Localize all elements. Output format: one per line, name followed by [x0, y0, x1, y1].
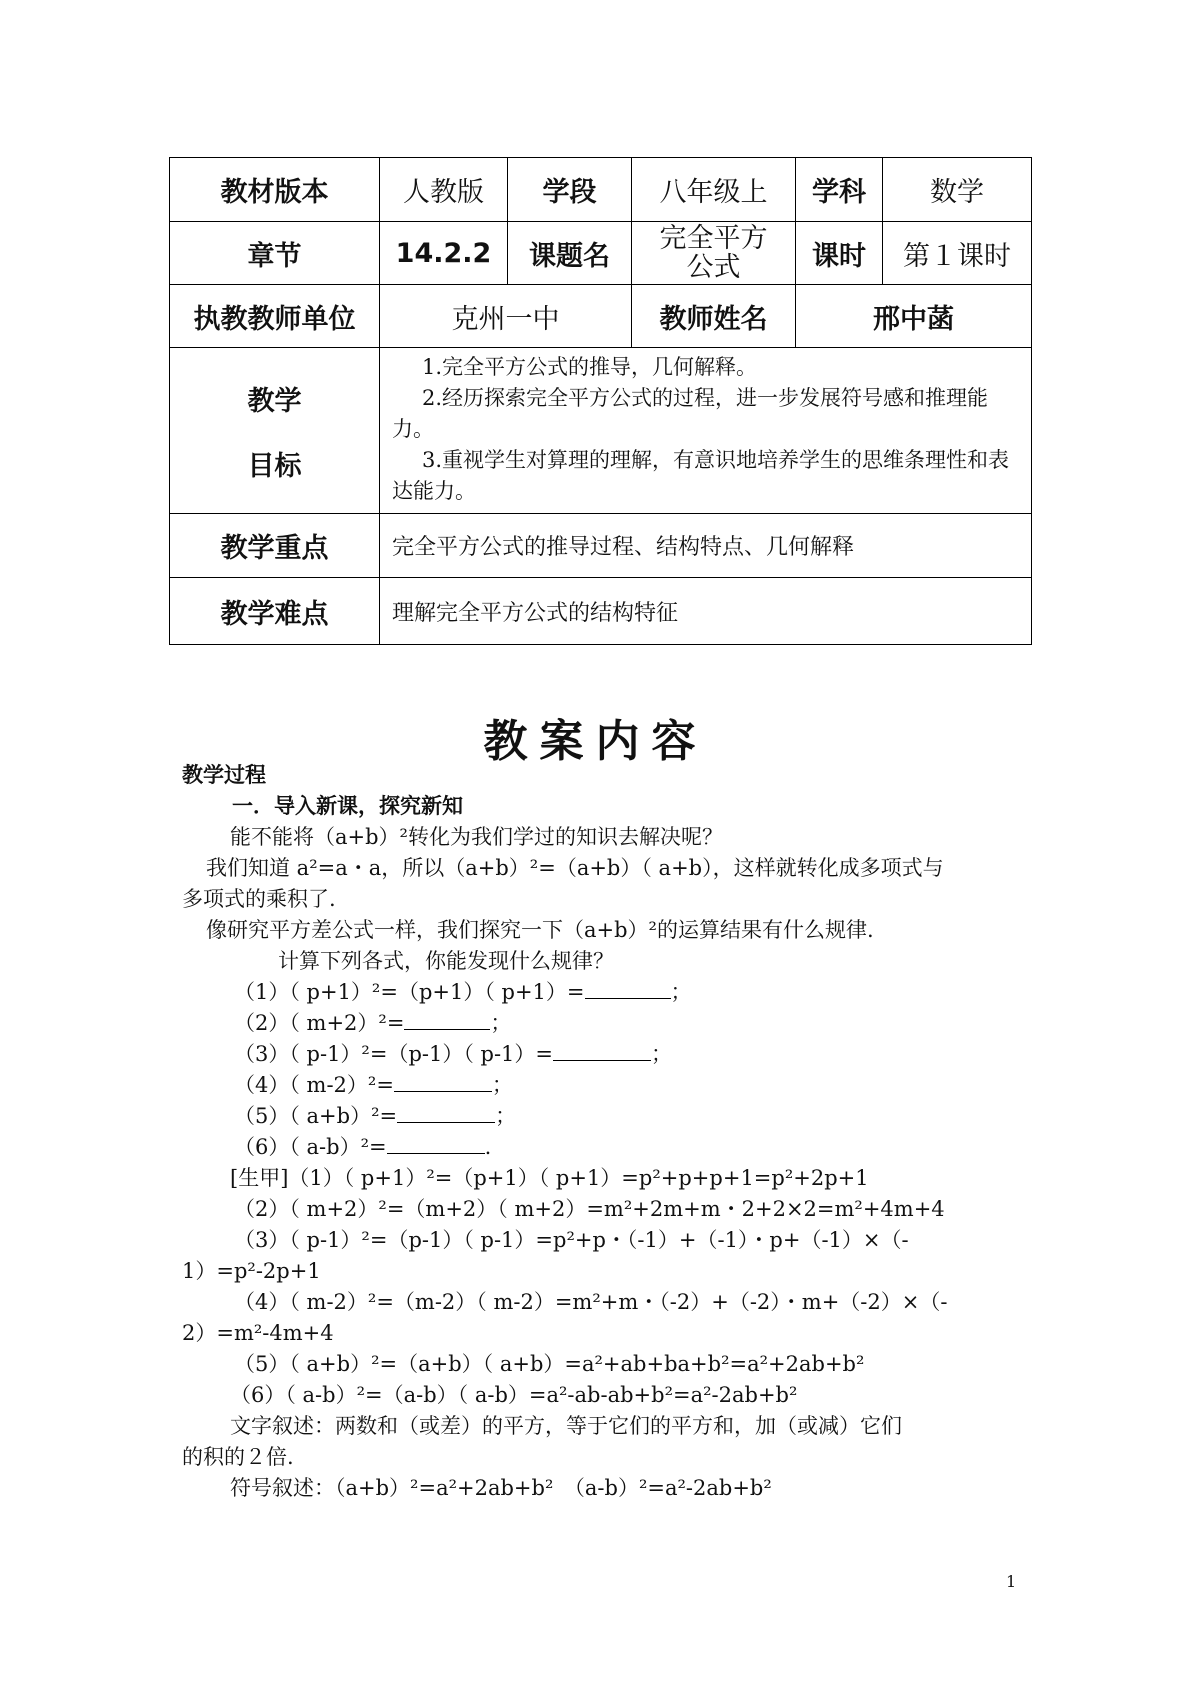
paragraph-line: 多项式的乘积了.	[182, 887, 336, 911]
value-chapter: 14.2.2	[380, 222, 508, 285]
label-difficulties: 教学难点	[170, 578, 380, 645]
goal-label-line-1: 教学	[247, 385, 302, 417]
label-textbook-version: 教材版本	[170, 158, 380, 222]
goal-item: 3.重视学生对算理的理解，有意识地培养学生的思维条理性和表达能力。	[392, 448, 1010, 503]
label-chapter: 章节	[170, 222, 380, 285]
label-key-points: 教学重点	[170, 514, 380, 578]
goal-item: 2.经历探索完全平方公式的过程，进一步发展符号感和推理能力。	[392, 386, 989, 441]
section-heading: 教学过程	[182, 763, 266, 787]
verbal-statement: 的积的２倍.	[182, 1445, 294, 1469]
exercise-4: （4）（ m-2）²= ；	[234, 1073, 513, 1097]
solution-line: （5）（ a+b）²=（a+b）（ a+b）=a²+ab+ba+b²=a²+2ab+b²	[234, 1352, 865, 1376]
solution-line: 1）=p²-2p+1	[182, 1259, 321, 1283]
solution-line: 2）=m²-4m+4	[182, 1321, 334, 1345]
goal-item: 1.完全平方公式的推导，几何解释。	[422, 355, 758, 379]
label-teacher-name: 教师姓名	[632, 285, 796, 348]
paragraph-line: 计算下列各式，你能发现什么规律？	[278, 949, 614, 973]
question-line: 能不能将（a+b）²转化为我们学过的知识去解决呢？	[230, 825, 723, 849]
value-period: 第１课时	[883, 222, 1032, 285]
value-difficulties: 理解完全平方公式的结构特征	[380, 578, 1032, 645]
label-lesson-title: 课题名	[508, 222, 632, 285]
solution-line: [生甲]（1）（ p+1）²=（p+1）（ p+1）=p²+p+p+1=p²+2p+1	[230, 1166, 869, 1190]
verbal-statement: 文字叙述：两数和（或差）的平方，等于它们的平方和，加（或减）它们	[230, 1414, 902, 1438]
value-stage: 八年级上	[632, 158, 796, 222]
solution-line: （2）（ m+2）²=（m+2）（ m+2）=m²+2m+m・2+2×2=m²+4m+4	[234, 1197, 945, 1221]
label-teacher-unit: 执教教师单位	[170, 285, 380, 348]
solution-line: （4）（ m-2）²=（m-2）（ m-2）=m²+m・（-2）+（-2）・m+（-2）×（-	[234, 1290, 948, 1314]
page-title: 教案内容	[483, 716, 708, 767]
goal-label-line-2: 目标	[247, 450, 302, 482]
value-textbook-version: 人教版	[380, 158, 508, 222]
value-lesson-title: 完全平方公式	[632, 222, 796, 285]
paragraph-line: 我们知道 a²=a・a，所以（a+b）²=（a+b）（ a+b），这样就转化成多项式与	[206, 856, 944, 880]
value-teacher-unit: 克州一中	[380, 285, 632, 348]
subsection-heading: 一．导入新课，探究新知	[232, 794, 463, 818]
exercise-6: （6）（ a-b）²= .	[234, 1135, 492, 1159]
value-teacher-name: 邢中菡	[796, 285, 1032, 348]
exercise-3: （3）（ p-1）²=（p-1）（ p-1）= ；	[234, 1042, 673, 1066]
teaching-goals	[380, 348, 1032, 514]
exercise-2: （2）（ m+2）²= ；	[234, 1011, 512, 1035]
exercise-1: （1）（ p+1）²=（p+1）（ p+1）= ；	[234, 980, 692, 1004]
solution-line: （3）（ p-1）²=（p-1）（ p-1）=p²+p・（-1）+（-1）・p+（-1）×（-	[234, 1228, 909, 1252]
label-period: 课时	[796, 222, 883, 285]
value-key-points: 完全平方公式的推导过程、结构特点、几何解释	[380, 514, 1032, 578]
label-stage: 学段	[508, 158, 632, 222]
lesson-info-table	[169, 157, 1032, 645]
symbolic-statement: 符号叙述：（a+b）²=a²+2ab+b² （a-b）²=a²-2ab+b²	[230, 1476, 772, 1500]
value-subject: 数学	[883, 158, 1032, 222]
paragraph-line: 像研究平方差公式一样，我们探究一下（a+b）²的运算结果有什么规律.	[206, 918, 874, 942]
label-teaching-goals	[170, 348, 380, 514]
page-number: 1	[1006, 1572, 1017, 1591]
exercise-5: （5）（ a+b）²= ；	[234, 1104, 517, 1128]
label-subject: 学科	[796, 158, 883, 222]
solution-line: （6）（ a-b）²=（a-b）（ a-b）=a²-ab-ab+b²=a²-2ab+b²	[230, 1383, 798, 1407]
